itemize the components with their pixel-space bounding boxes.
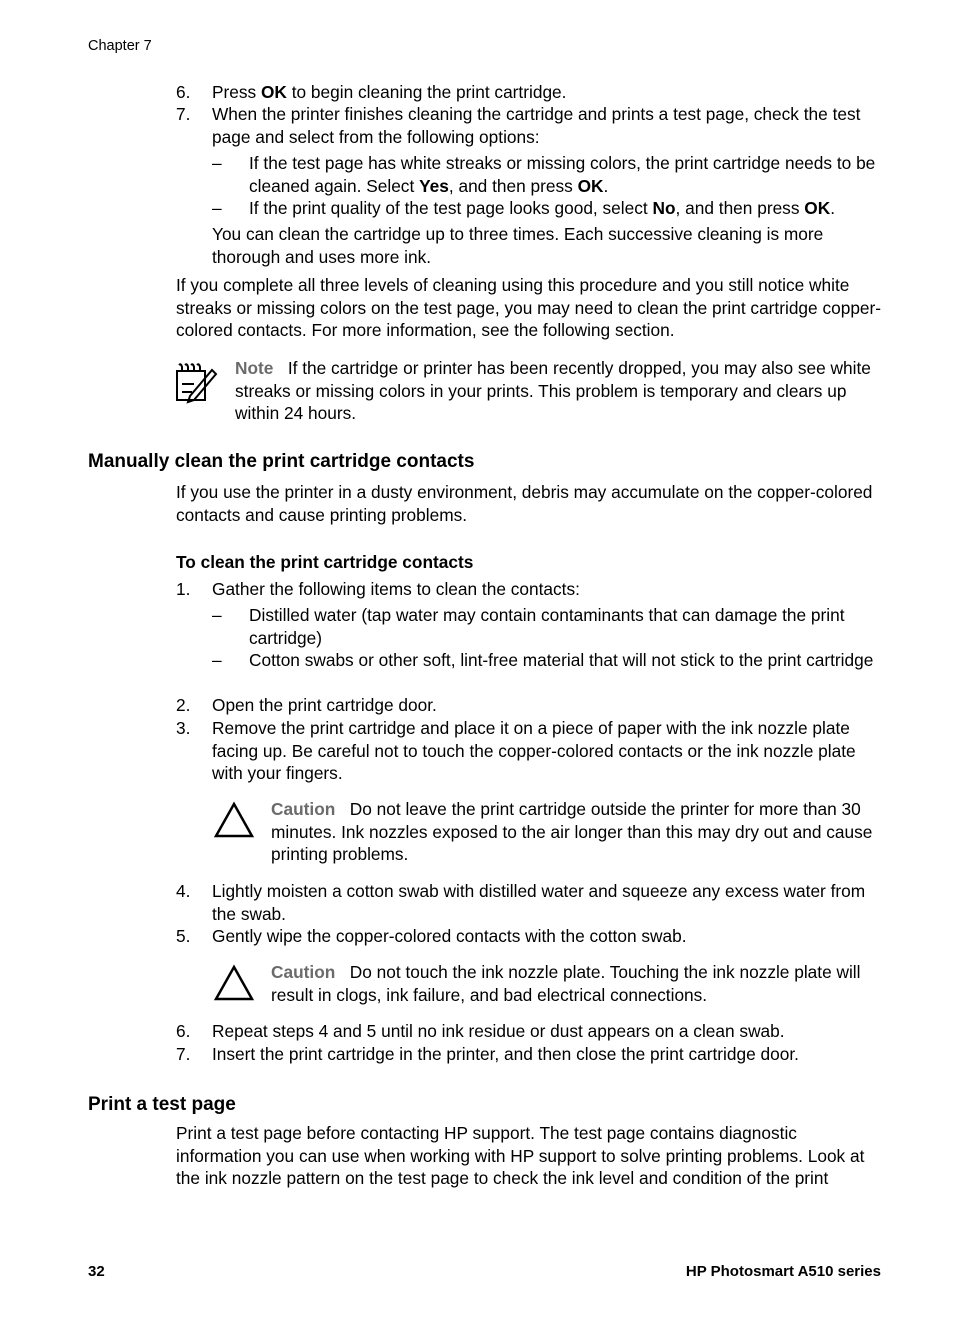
caution-label: Caution [271,962,336,982]
step-4: 4. Lightly moisten a cotton swab with distilled water and squeeze any excess water from the swab. [176,881,866,924]
note-label: Note [235,358,274,378]
caution-triangle-icon [213,964,255,1002]
step-number: 6. [176,82,191,102]
option-no: – If the print quality of the test page looks good, select No, and then press OK. [212,198,835,218]
product-name: HP Photosmart A510 series [685,1263,881,1280]
subsection-title: To clean the print cartridge contacts [176,552,474,572]
note-pencil-icon [174,362,220,404]
caution-1: Caution Do not leave the print cartridge outside the printer for more than 30 minutes. Ink nozzles exposed to the air longer than this may dry out and cause printing problems. [271,799,873,864]
note-text: If the cartridge or printer has been recently dropped, you may also see white streaks or missing colors in your prints. This problem is temporary and clears up within 24 hours. [235,358,871,423]
section2-intro: Print a test page before contacting HP support. The test page contains diagnostic information you can use when working with HP support to solve printing problems. Look at the ink nozzle pattern on the test page to check the ink level and condition of the print [176,1123,865,1188]
section-title-test-page: Print a test page [88,1094,236,1115]
caution-2: Caution Do not touch the ink nozzle plate. Touching the ink nozzle plate will result in clogs, ink failure, and bad electrical connections. [271,962,861,1005]
step-2: 2. Open the print cartridge door. [176,695,437,715]
step-7: 7. Insert the print cartridge in the printer, and then close the print cartridge door. [176,1044,799,1064]
item-cotton-swabs: – Cotton swabs or other soft, lint-free material that will not stick to the print cartridge [212,650,874,670]
clean-times-paragraph: You can clean the cartridge up to three times. Each successive cleaning is more thorough and uses more ink. [212,224,824,267]
item-distilled-water: – Distilled water (tap water may contain contaminants that can damage the print cartridge) [212,605,845,648]
complete-paragraph: If you complete all three levels of cleaning using this procedure and you still notice white streaks or missing colors on the test page, you may need to clean the print cartridge copper-colored contacts. For more information, see the following section. [176,275,882,340]
caution-triangle-icon [213,801,255,839]
step-1: 1. Gather the following items to clean the contacts: [176,579,580,599]
caution-label: Caution [271,799,336,819]
step-6: 6. Repeat steps 4 and 5 until no ink residue or dust appears on a clean swab. [176,1021,785,1041]
section1-intro: If you use the printer in a dusty environment, debris may accumulate on the copper-colored contacts and cause printing problems. [176,482,873,525]
option-yes: – If the test page has white streaks or missing colors, the print cartridge needs to be cleaned again. Select Yes, and then press OK. [212,153,876,196]
chapter-header: Chapter 7 [88,38,152,54]
note [235,357,885,425]
step-7-top: 7. When the printer finishes cleaning the cartridge and prints a test page, check the test page and select from the following options: [176,104,861,147]
step-5: 5. Gently wipe the copper-colored contacts with the cotton swab. [176,926,687,946]
step-number: 7. [176,104,191,124]
step-3: 3. Remove the print cartridge and place it on a piece of paper with the ink nozzle plate facing up. Be careful not to touch the copper-colored contacts or the ink nozzle plate with your fingers. [176,718,856,783]
step-6-top: 6. Press OK to begin cleaning the print cartridge. [176,82,567,102]
section-title-clean-contacts: Manually clean the print cartridge contacts [88,451,475,472]
page-number: 32 [88,1263,105,1280]
